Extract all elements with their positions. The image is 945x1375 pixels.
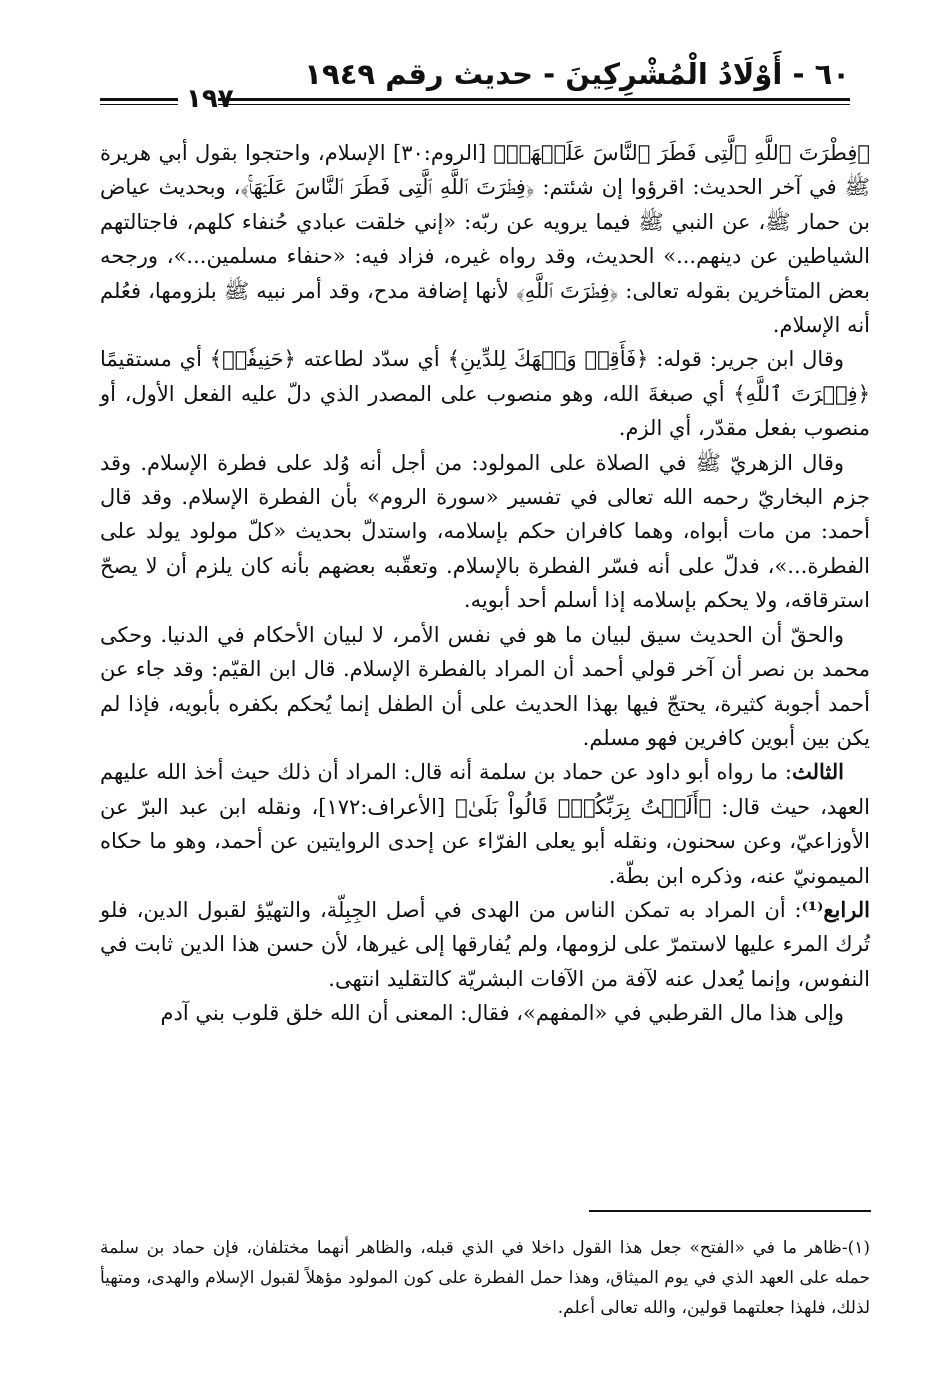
paragraph: والحقّ أن الحديث سيق لبيان ما هو في نفس الأمر، لا لبيان الأحكام في الدنيا. وحكى محمد بن نصر أن آخر قولي أحمد أن المراد بالفطرة الإسلام. قال ابن القيّم: وقد جاء عن أحمد أجوبة كثيرة، يحتجّ فيها بهذا الحديث على أن الطفل إنما يُحكم بكفره بأبويه، فإذا لم يكن بين أبوين كافرين فهو مسلم. <box>100 622 870 750</box>
paragraph: ﴿فِطْرَتَ ٱللَّهِ ٱلَّتِى فَطَرَ ٱلنَّاسَ عَلَيۡهَاۚ﴾ [الروم:٣٠] الإسلام، واحتجوا بقول أبي هريرة ﷺ في آخر الحديث: اقرؤوا إن شئتم: ﴿فِطۡرَتَ ٱللَّهِ ٱلَّتِى فَطَرَ ٱلنَّاسَ عَلَيۡهَاۚ﴾، وبحديث عياض بن حمار ﷺ، عن النبي ﷺ فيما يرويه عن ربّه: «إني خلقت عبادي حُنفاء كلهم، فاجتالتهم الشياطين عن دينهم...» الحديث، وقد رواه غيره، فزاد فيه: «حنفاء مسلمين...»، ورجحه بعض المتأخرين بقوله تعالى: ﴿فِطۡرَتَ ٱللَّهِ﴾ لأنها إضافة مدح، وقد أمر نبيه ﷺ بلزومها، فعُلم أنه الإسلام. <box>100 141 870 338</box>
footnote: (١)-ظاهر ما في «الفتح» جعل هذا القول داخلا في الذي قبله، والظاهر أنهما مختلفان، فإن حماد بن سلمة حمله على العهد الذي في يوم الميثاق، وهذا حمل الفطرة على كون المولود مؤهلاً لقبول الإسلام والهدى، ومتهيأ لذلك، فلهذا جعلتهما قولين، والله تعالى أعلم. <box>100 1238 870 1318</box>
paragraph <box>100 893 870 996</box>
footnotes <box>100 1233 870 1323</box>
paragraph: وقال ابن جرير: قوله: ﴿فَأَقِمۡ وَجۡهَكَ لِلدِّينِ﴾ أي سدّد لطاعته ﴿حَنِيفٗاۚ﴾ أي مستقيمًا ﴿فِطۡرَتَ ٱللَّهِ﴾ أي صبغةَ الله، وهو منصوب على المصدر الذي دلّ عليه الفعل الأول، أو منصوب بفعل مقدّر، أي الزم. <box>100 347 870 441</box>
running-title: ٦٠ - أَوْلَادُ الْمُشْرِكِينَ - حديث رقم ١٩٤٩ <box>304 57 850 91</box>
page-header <box>100 56 850 126</box>
paragraph-body: : ما رواه أبو داود عن حماد بن سلمة أنه قال: المراد أن ذلك حيث أخذ الله عليهم العهد، حيث قال: ﴿أَلَسۡتُ بِرَبِّكُمۡۖ قَالُواْ بَلَىٰ﴾ [الأعراف:١٧٢]، ونقله ابن عبد البرّ عن الأوزاعيّ، وعن سحنون، ونقله أبو يعلى الفرّاء عن إحدى الروايتين عن أحمد، وهو ما حكاه الميمونيّ عنه، وذكره ابن بطّة. <box>100 760 870 888</box>
page-number: ١٩٧ <box>186 84 234 114</box>
paragraph: وإلى هذا مال القرطبي في «المفهم»، فقال: المعنى أن الله خلق قلوب بني آدم <box>160 1001 844 1026</box>
main-text <box>100 136 870 1031</box>
footnote-divider <box>589 1210 871 1212</box>
paragraph-body: : أن المراد به تمكن الناس من الهدى في أصل الجِبِلّة، والتهيّؤ لقبول الدين، فلو تُرك المرء عليها لاستمرّ على لزومها، ولم يُفارقها إلى غيرها، لأن حسن هذا الدين ثابت في النفوس، وإنما يُعدل عنه لآفة من الآفات البشريّة كالتقليد انتهى. <box>100 897 870 991</box>
header-rule-short <box>100 98 178 105</box>
paragraph-lead: الرابع⁽¹⁾ <box>801 896 870 922</box>
paragraph-lead: الثالث <box>792 759 844 785</box>
paragraph <box>100 755 870 893</box>
header-rule <box>218 98 850 105</box>
paragraph: وقال الزهريّ ﷺ في الصلاة على المولود: من أجل أنه وُلد على فطرة الإسلام. وقد جزم البخاريّ رحمه الله تعالى في تفسير «سورة الروم» بأن الفطرة الإسلام. وقد قال أحمد: من مات أبواه، وهما كافران حكم بإسلامه، واستدلّ بحديث «كلّ مولود يولد على الفطرة...»، فدلّ على أنه فسّر الفطرة بالإسلام. وتعقّبه بعضهم بأنه كان يلزم أن لا يصحّ استرقاقه، ولا يحكم بإسلامه إذا أسلم أحد أبويه. <box>100 450 870 613</box>
